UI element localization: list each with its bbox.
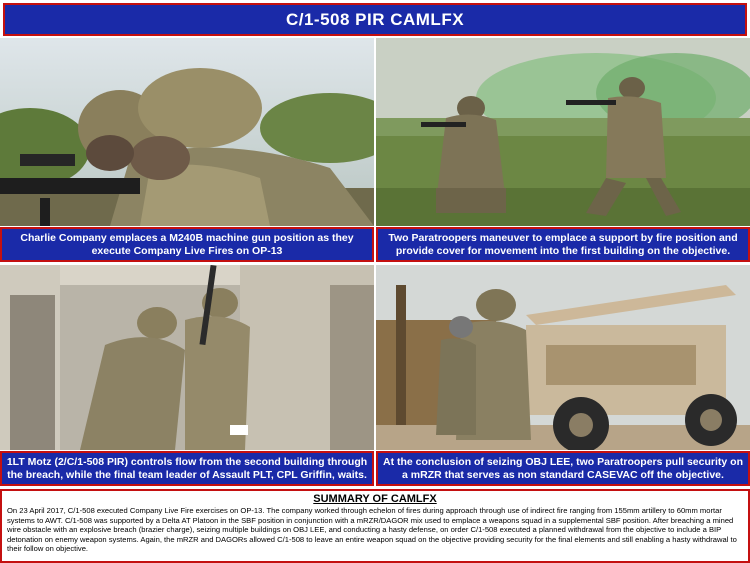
page-title: C/1-508 PIR CAMLFX [285, 9, 465, 29]
photo-support-by-fire [376, 38, 750, 226]
caption-panel-1: Charlie Company emplaces a M240B machine gun position as they execute Company Live Fires on OP-13 [0, 227, 374, 262]
summary-box [0, 489, 750, 563]
photo-mrzr-casevac [376, 265, 750, 450]
photo-building-breach [0, 265, 374, 450]
page-title-banner [3, 3, 747, 36]
caption-panel-3: 1LT Motz (2/C/1-508 PIR) controls flow from the second building through the breach, while the final team leader of Assault PLT, CPL Griffin, waits. [0, 451, 374, 486]
summary-heading: SUMMARY OF CAMLFX [313, 493, 437, 505]
photo-machine-gun-position [0, 38, 374, 226]
summary-body: On 23 April 2017, C/1-508 executed Company Live Fire exercises on OP-13. The company worked through echelon of fires during approach through use of indirect fire ranging from 155mm artillery to 60mm mortar systems to AWT. C/1-508 was supported by a Delta AT Platoon in the SBF position in conjunction with a mRZR/DAGOR mix used to emplace a weapons squad in a supplemental SBF position. After breaching a mined wire obstacle with an explosive breach (brazier charge), seizing multiple buildings on OBJ LEE, and conducting a hasty defense, on order C/1-508 executed a planned withdrawal from the objective to include a BIP detonation on enemy weapon systems. Again, the mRZR and DAGORs allowed C/1-508 to leave an entire weapon squad on the objective providing security for the final elements and still enabling a hasty withdrawal to their follow on objective. [7, 506, 737, 554]
caption-panel-2: Two Paratroopers maneuver to emplace a support by fire position and provide cover for movement into the first building on the objective. [376, 227, 750, 262]
caption-panel-4: At the conclusion of seizing OBJ LEE, two Paratroopers pull security on a mRZR that serves as non standard CASEVAC off the objective. [376, 451, 750, 486]
